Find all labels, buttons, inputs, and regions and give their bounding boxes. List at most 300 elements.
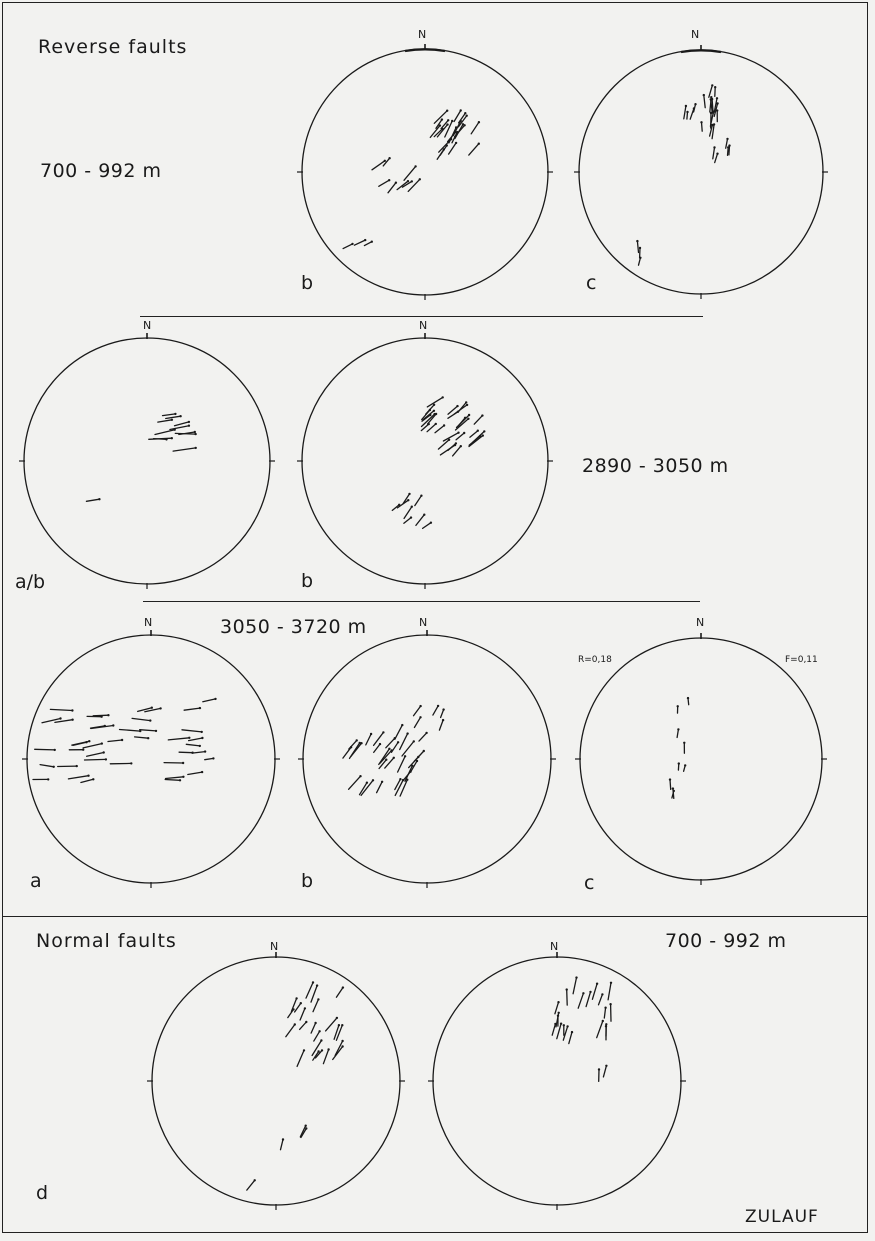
lineation-tip-r3a-12-3 <box>191 752 193 754</box>
lineation-tip-nd1-17-21 <box>342 986 344 988</box>
lineation-tip-r2b-10-2 <box>408 493 410 495</box>
lineation-tip-r3a-11-0 <box>188 737 190 739</box>
lineation-r3b-14-3 <box>414 717 420 727</box>
lineation-tip-r1c-5-2 <box>716 153 718 155</box>
lineation-tip-r3a-11-2 <box>103 751 105 753</box>
lineation-tip-nd1-19-0 <box>254 1179 256 1181</box>
lineation-tip-r3a-11-26 <box>104 725 106 727</box>
lineation-tip-r2ab-7-6 <box>171 437 173 439</box>
lineation-tip-nd1-18-0 <box>305 1125 307 1127</box>
lineation-nd1-17-11 <box>336 1025 342 1040</box>
lineation-tip-r1b-2-2 <box>371 241 373 243</box>
lineation-tip-r3c-15-2 <box>687 697 689 699</box>
lineation-r1b-0-16 <box>449 143 457 154</box>
lineation-tip-r1b-0-10 <box>451 120 453 122</box>
lineation-tip-r3a-12-2 <box>199 745 201 747</box>
lineation-r3a-11-32 <box>132 718 150 720</box>
lineation-tip-r1b-0-5 <box>446 110 448 112</box>
lineation-r3a-11-9 <box>81 779 93 782</box>
lineation-tip-r2b-9-27 <box>435 423 437 425</box>
lineation-r2b-9-26 <box>456 419 469 430</box>
lineation-tip-r2b-9-7 <box>456 405 458 407</box>
lineation-r3a-11-24 <box>40 765 54 767</box>
normal-faults-title: Normal faults <box>36 930 177 952</box>
lineation-tip-r3a-11-3 <box>107 714 109 716</box>
lineation-r3c-16-2 <box>670 780 671 790</box>
lineation-tip-r3c-15-3 <box>678 762 680 764</box>
stereonet-circle-r3b <box>303 635 551 883</box>
lineation-r2b-9-4 <box>474 416 482 425</box>
lineation-nd1-17-18 <box>297 1050 304 1066</box>
lineation-tip-nd1-17-16 <box>317 1050 319 1052</box>
lineation-tip-r3b-13-25 <box>404 755 406 757</box>
lineation-tip-r3b-13-2 <box>359 775 361 777</box>
lineation-tip-r2b-9-24 <box>483 430 485 432</box>
lineation-nd1-17-0 <box>300 1008 305 1020</box>
lineation-tip-nd1-17-18 <box>303 1049 305 1051</box>
lineation-nd2-20-17 <box>586 992 590 1007</box>
lineation-tip-r1b-1-1 <box>414 165 416 167</box>
lineation-nd2-20-11 <box>567 990 568 1006</box>
lineation-r3a-11-7 <box>50 709 72 710</box>
lineation-tip-r3a-11-12 <box>54 749 56 751</box>
lineation-r1c-3-5 <box>704 95 705 108</box>
lineation-tip-r2b-9-14 <box>482 434 484 436</box>
north-label-r3c: N <box>696 616 705 629</box>
lineation-tip-nd1-17-20 <box>292 1008 294 1010</box>
lineation-tip-r1c-6-1 <box>636 240 638 242</box>
lineation-r1c-4-0 <box>690 109 694 120</box>
lineation-tip-r3a-11-4 <box>47 778 49 780</box>
lineation-tip-r1c-5-1 <box>713 146 715 148</box>
lineation-tip-r3b-13-27 <box>397 741 399 743</box>
lineation-tip-r3a-11-7 <box>71 709 73 711</box>
lineation-tip-nd2-20-1 <box>560 1023 562 1025</box>
lineation-tip-r2ab-7-9 <box>174 429 176 431</box>
lineation-tip-nd2-20-13 <box>610 982 612 984</box>
stereonet-circle-r1b <box>302 49 548 295</box>
lineation-tip-r3b-13-1 <box>356 739 358 741</box>
lineation-tip-r3a-11-19 <box>199 707 201 709</box>
lineation-r3b-13-25 <box>398 756 406 772</box>
lineation-r2ab-7-6 <box>149 438 172 439</box>
lineation-tip-r2b-10-4 <box>411 506 413 508</box>
lineation-tip-nd1-17-12 <box>312 981 314 983</box>
lineation-tip-r3b-13-28 <box>388 748 390 750</box>
lineation-r2b-9-14 <box>469 436 483 447</box>
lineation-r1b-0-20 <box>454 111 461 122</box>
lineation-tip-r3b-14-3 <box>419 716 421 718</box>
lineation-nd1-17-20 <box>288 1009 294 1017</box>
lineation-tip-r2b-9-20 <box>460 445 462 447</box>
lineation-tip-r3a-12-5 <box>212 757 214 759</box>
lineation-tip-nd2-20-5 <box>558 1012 560 1014</box>
lineation-r2b-9-8 <box>435 426 444 433</box>
lineation-r3b-13-19 <box>343 747 351 758</box>
lineation-r2ab-7-2 <box>166 416 181 418</box>
lineation-r1b-0-19 <box>469 144 479 155</box>
lineation-tip-nd1-17-1 <box>321 1049 323 1051</box>
lineation-tip-r3a-11-6 <box>147 737 149 739</box>
lineation-r3a-11-13 <box>182 730 202 732</box>
lineation-r3b-14-1 <box>433 706 438 715</box>
lineation-tip-nd2-20-15 <box>605 1023 607 1025</box>
lineation-tip-r1b-0-15 <box>478 121 480 123</box>
lineation-nd1-17-7 <box>326 1018 337 1031</box>
lineation-nd2-20-2 <box>569 1032 572 1044</box>
lineation-nd1-17-6 <box>295 1003 301 1012</box>
lineation-r3a-11-0 <box>168 738 189 740</box>
lineation-tip-r3a-12-0 <box>201 737 203 739</box>
lineation-tip-r1c-3-4 <box>700 121 702 123</box>
lineation-tip-r1b-0-14 <box>439 124 441 126</box>
lineation-tip-r2ab-7-10 <box>194 431 196 433</box>
lineation-tip-r1b-0-20 <box>460 109 462 111</box>
lineation-r3b-13-4 <box>400 734 408 750</box>
north-arc-1 <box>681 50 721 52</box>
lineation-tip-r1b-0-4 <box>466 115 468 117</box>
north-label-r2b: N <box>419 319 428 332</box>
north-arc-0 <box>405 49 445 51</box>
lineation-tip-nd1-17-10 <box>317 998 319 1000</box>
lineation-tip-r2b-10-7 <box>407 499 409 501</box>
lineation-tip-nd2-20-10 <box>601 993 603 995</box>
lineation-r3a-11-3 <box>93 715 108 716</box>
lineation-r1b-2-2 <box>364 242 371 246</box>
lineation-r3b-13-14 <box>377 782 383 793</box>
lineation-tip-r3a-11-22 <box>139 730 141 732</box>
lineation-tip-r3b-13-21 <box>360 742 362 744</box>
lineation-nd1-17-10 <box>313 999 318 1011</box>
lineation-r3a-11-27 <box>55 720 73 723</box>
lineation-tip-r3a-11-29 <box>59 717 61 719</box>
lineation-r3a-11-12 <box>35 749 55 750</box>
lineation-tip-nd2-20-19 <box>557 1001 559 1003</box>
lineation-tip-r1c-4-1 <box>685 105 687 107</box>
lineation-r2ab-7-3 <box>170 426 189 430</box>
lineation-tip-r3b-13-10 <box>366 782 368 784</box>
lineation-tip-r3a-11-9 <box>92 778 94 780</box>
lineation-tip-r3c-15-0 <box>677 728 679 730</box>
panel-label-r2b: b <box>301 570 314 592</box>
lineation-r2ab-7-9 <box>155 430 175 435</box>
lineation-r2b-10-5 <box>404 518 411 524</box>
lineation-nd1-19-0 <box>247 1180 255 1190</box>
lineation-r2b-9-3 <box>448 443 456 450</box>
lineation-tip-r1b-0-9 <box>460 120 462 122</box>
lineation-tip-r3b-13-19 <box>350 746 352 748</box>
lineation-r1b-2-0 <box>354 240 365 245</box>
lineation-tip-r3b-13-13 <box>382 731 384 733</box>
lineation-tip-r2ab-7-5 <box>188 421 190 423</box>
lineation-r1c-3-12 <box>709 85 713 97</box>
lineation-tip-nd1-17-7 <box>336 1017 338 1019</box>
lineation-r3b-13-29 <box>400 780 407 796</box>
lineation-tip-r2b-9-12 <box>457 432 459 434</box>
lineation-tip-r1c-6-2 <box>639 257 641 259</box>
lineation-r1b-1-6 <box>383 158 389 166</box>
lineation-tip-r2ab-7-7 <box>171 419 173 421</box>
lineation-r1b-1-3 <box>379 180 389 186</box>
lineation-r3a-12-0 <box>189 738 203 741</box>
lineation-r1b-1-5 <box>408 179 420 191</box>
lineation-r3b-14-0 <box>441 710 444 718</box>
lineation-tip-r2b-9-4 <box>481 414 483 416</box>
lineation-r3a-12-4 <box>203 699 216 702</box>
lineation-tip-r3c-16-1 <box>673 790 675 792</box>
lineation-tip-nd2-20-14 <box>609 1003 611 1005</box>
lineation-tip-r3a-12-4 <box>214 698 216 700</box>
lineation-tip-nd2-20-17 <box>589 991 591 993</box>
lineation-tip-nd2-20-2 <box>571 1031 573 1033</box>
lineation-r3b-13-0 <box>402 741 414 756</box>
lineation-tip-r3a-11-8 <box>151 707 153 709</box>
lineation-tip-r2b-10-5 <box>410 516 412 518</box>
lineation-r3a-12-2 <box>186 744 200 746</box>
lineation-nd1-17-21 <box>336 988 343 998</box>
lineation-tip-r3a-11-15 <box>130 762 132 764</box>
lineation-nd1-17-2 <box>311 1023 316 1033</box>
lineation-nd2-21-0 <box>603 1066 606 1077</box>
lineation-tip-r3b-13-9 <box>379 743 381 745</box>
lineation-tip-r3b-14-0 <box>442 708 444 710</box>
lineation-r3b-13-26 <box>414 751 424 762</box>
lineation-tip-r3a-11-24 <box>53 766 55 768</box>
lineation-r2b-9-16 <box>457 415 470 428</box>
lineation-r2ab-8-0 <box>86 499 99 501</box>
lineation-tip-r2ab-7-0 <box>174 413 176 415</box>
lineation-tip-r3b-13-14 <box>381 781 383 783</box>
lineation-r2b-10-0 <box>416 515 424 526</box>
lineation-tip-r3a-11-14 <box>159 707 161 709</box>
lineation-tip-nd1-17-13 <box>320 1039 322 1041</box>
lineation-tip-r3c-16-0 <box>672 787 674 789</box>
lineation-tip-r3c-15-1 <box>677 705 679 707</box>
lineation-nd2-20-4 <box>552 1024 555 1035</box>
lineation-tip-r2b-9-17 <box>466 404 468 406</box>
lineation-tip-r3b-14-2 <box>442 719 444 721</box>
lineation-r2b-10-3 <box>415 496 422 506</box>
lineation-tip-r1c-3-11 <box>713 123 715 125</box>
lineation-tip-nd2-20-12 <box>566 1025 568 1027</box>
lineation-tip-nd1-17-8 <box>316 984 318 986</box>
lineation-tip-r3a-11-5 <box>87 775 89 777</box>
lineation-tip-r3b-13-22 <box>409 771 411 773</box>
lineation-r3a-11-25 <box>108 740 122 742</box>
lineation-tip-r3b-13-26 <box>423 750 425 752</box>
lineation-tip-r1b-1-3 <box>388 179 390 181</box>
depth-range-1: 700 - 992 m <box>40 160 162 182</box>
lineation-r3b-13-24 <box>386 738 395 748</box>
lineation-r1c-5-1 <box>713 148 715 159</box>
lineation-r2b-9-6 <box>470 431 478 438</box>
lineation-r3a-11-16 <box>188 772 202 774</box>
lineation-r3a-12-1 <box>192 752 205 754</box>
lineation-r3a-11-19 <box>184 708 200 710</box>
lineation-tip-nd2-21-1 <box>598 1068 600 1070</box>
lineation-tip-r3b-14-4 <box>419 705 421 707</box>
panel-label-r3c: c <box>584 872 595 894</box>
lineation-r1b-1-0 <box>388 183 396 193</box>
lineation-tip-r2b-10-3 <box>420 495 422 497</box>
panel-label-d: d <box>36 1182 49 1204</box>
lineation-tip-r1c-3-0 <box>714 86 716 88</box>
lineation-tip-r2ab-8-0 <box>98 498 100 500</box>
stereonet-circle-r2b <box>302 338 548 584</box>
lineation-tip-r3b-13-17 <box>372 779 374 781</box>
lineation-tip-nd2-20-18 <box>596 983 598 985</box>
lineation-tip-r3a-11-28 <box>100 716 102 718</box>
lineation-r3b-13-5 <box>395 725 403 739</box>
lineation-tip-r1b-0-18 <box>450 138 452 140</box>
author-credit: ZULAUF <box>745 1207 819 1227</box>
lineation-tip-r3b-13-3 <box>385 759 387 761</box>
lineation-tip-r3a-11-25 <box>121 739 123 741</box>
panel-label-r2ab: a/b <box>15 571 46 593</box>
lineation-r3a-12-5 <box>205 758 214 759</box>
lineation-tip-r3b-13-4 <box>406 732 408 734</box>
north-label-r1c: N <box>691 28 700 41</box>
lineation-tip-r1c-3-13 <box>716 97 718 99</box>
lineation-r2ab-7-0 <box>163 414 176 416</box>
north-label-r3b: N <box>419 616 428 629</box>
lineation-tip-r3a-11-21 <box>105 758 107 760</box>
lineation-tip-r3a-11-31 <box>182 776 184 778</box>
lineation-tip-r1c-3-12 <box>711 84 713 86</box>
lineation-tip-r3a-11-16 <box>201 771 203 773</box>
lineation-tip-nd1-17-19 <box>295 997 297 999</box>
lineation-r3a-11-2 <box>87 753 104 757</box>
lineation-tip-nd1-17-6 <box>300 1002 302 1004</box>
lineation-tip-nd1-17-5 <box>338 1024 340 1026</box>
lineation-tip-r3b-14-1 <box>437 705 439 707</box>
lineation-tip-r1c-4-3 <box>686 111 688 113</box>
lineation-tip-r2b-9-25 <box>457 411 459 413</box>
north-label-nd2: N <box>550 940 559 953</box>
lineation-tip-r3c-15-5 <box>684 764 686 766</box>
reverse-faults-title: Reverse faults <box>38 36 188 58</box>
lineation-tip-r1b-0-12 <box>463 124 465 126</box>
lineation-nd2-20-18 <box>592 984 597 1000</box>
lineation-tip-nd1-17-4 <box>327 1048 329 1050</box>
stereonet-circle-r3a <box>27 635 275 883</box>
lineation-tip-r3b-13-7 <box>393 757 395 759</box>
lineation-r3c-15-0 <box>677 729 678 737</box>
lineation-tip-r1c-5-4 <box>727 146 729 148</box>
lineation-nd1-17-3 <box>314 1031 320 1041</box>
depth-range-3: 3050 - 3720 m <box>220 616 367 638</box>
lineation-tip-nd1-17-2 <box>314 1022 316 1024</box>
panel-label-r1c: c <box>586 272 597 294</box>
normal-depth-range: 700 - 992 m <box>665 930 787 952</box>
lineation-tip-r3b-13-11 <box>399 778 401 780</box>
lineation-tip-r3a-11-13 <box>201 731 203 733</box>
lineation-r1b-2-1 <box>343 244 352 249</box>
lineation-tip-nd2-20-0 <box>563 1024 565 1026</box>
lineation-r2b-9-20 <box>453 446 461 456</box>
lineation-tip-r1c-3-7 <box>711 98 713 100</box>
lineation-tip-r2b-9-23 <box>448 439 450 441</box>
stereonet-circle-r1c <box>579 50 823 294</box>
lineation-r2b-10-6 <box>423 523 431 529</box>
north-label-r3a: N <box>144 616 153 629</box>
lineation-r3a-11-31 <box>166 777 184 779</box>
lineation-tip-r2b-9-22 <box>435 413 437 415</box>
lineation-tip-r3a-11-17 <box>155 730 157 732</box>
lineation-tip-r3b-13-8 <box>370 733 372 735</box>
lineation-tip-r1b-1-2 <box>407 180 409 182</box>
lineation-r1c-5-2 <box>715 154 718 163</box>
lineation-r3b-13-13 <box>374 732 384 745</box>
lineation-r1c-6-1 <box>637 241 638 252</box>
lineation-nd2-20-16 <box>578 993 583 1008</box>
lineation-tip-r2b-9-19 <box>433 410 435 412</box>
lineation-r3b-13-9 <box>374 744 380 752</box>
lineation-r3b-13-12 <box>419 733 427 741</box>
lineation-r3a-12-3 <box>179 752 193 753</box>
lineation-tip-r2b-9-6 <box>477 430 479 432</box>
lineation-tip-r2b-9-16 <box>468 414 470 416</box>
lineation-tip-r2ab-7-3 <box>188 425 190 427</box>
lineation-tip-r3a-11-32 <box>149 719 151 721</box>
f-value-label: F=0,11 <box>785 655 818 665</box>
lineation-tip-r2b-9-13 <box>442 396 444 398</box>
lineation-tip-r3b-13-0 <box>413 740 415 742</box>
lineation-nd2-20-10 <box>599 994 603 1004</box>
lineation-r3b-14-4 <box>414 706 421 716</box>
lineation-nd1-17-15 <box>300 1022 307 1029</box>
lineation-tip-nd1-17-15 <box>305 1021 307 1023</box>
lineation-r3b-13-8 <box>366 734 371 745</box>
lineation-r1b-0-18 <box>439 139 451 152</box>
lineation-tip-nd2-20-6 <box>604 1007 606 1009</box>
lineation-tip-r3a-11-27 <box>71 719 73 721</box>
lineation-tip-nd1-17-3 <box>318 1030 320 1032</box>
lineation-tip-r2b-10-0 <box>423 514 425 516</box>
lineation-tip-r3c-15-4 <box>683 742 685 744</box>
lineation-tip-r3b-13-24 <box>394 737 396 739</box>
lineation-nd1-17-17 <box>286 1025 295 1037</box>
lineation-tip-r3a-11-1 <box>76 765 78 767</box>
lineation-tip-nd2-20-16 <box>582 992 584 994</box>
lineation-r2ab-7-4 <box>173 448 196 451</box>
lineation-tip-r1b-0-16 <box>455 142 457 144</box>
lineation-tip-r1c-5-3 <box>726 138 728 140</box>
lineation-tip-r1b-2-0 <box>364 239 366 241</box>
stereonet-circle-nd2 <box>433 957 681 1205</box>
lineation-nd2-20-6 <box>604 1008 605 1018</box>
lineation-r3a-11-6 <box>135 737 149 738</box>
lineation-tip-r2b-9-9 <box>463 432 465 434</box>
lineation-nd2-20-3 <box>597 1021 603 1038</box>
lineation-tip-r1b-2-1 <box>351 243 353 245</box>
lineation-tip-r1b-0-17 <box>447 119 449 121</box>
lineation-r3b-13-27 <box>392 742 399 752</box>
lineation-tip-r3a-11-18 <box>112 724 114 726</box>
r-value-label: R=0,18 <box>578 655 612 665</box>
stereonet-circle-r2ab <box>24 338 270 584</box>
lineation-r3a-11-17 <box>140 730 156 731</box>
lineation-tip-r1b-1-7 <box>411 180 413 182</box>
lineation-r1c-4-2 <box>694 104 696 112</box>
lineation-r1b-1-1 <box>404 166 416 180</box>
lineation-tip-r1c-3-5 <box>703 94 705 96</box>
stereonet-circle-r3c <box>580 638 822 880</box>
lineation-r1b-0-15 <box>471 122 479 134</box>
lineation-tip-r3a-11-20 <box>179 779 181 781</box>
lineation-nd1-17-4 <box>323 1050 328 1064</box>
lineation-r3a-11-5 <box>68 776 88 779</box>
